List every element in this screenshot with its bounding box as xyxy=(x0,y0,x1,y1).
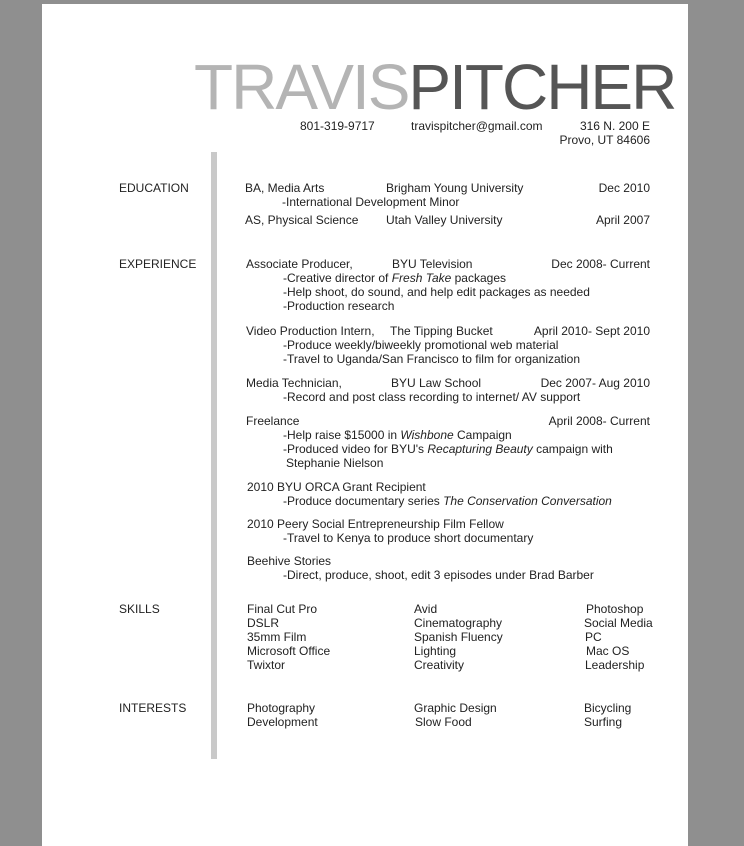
job-bullet: -Produce weekly/biweekly promotional web material xyxy=(283,338,559,352)
address-line1: 316 N. 200 E xyxy=(579,119,650,133)
job-bullet: -Travel to Uganda/San Francisco to film for organization xyxy=(283,352,581,366)
job-org: The Tipping Bucket xyxy=(390,324,493,338)
interests-heading: INTERESTS xyxy=(119,701,187,715)
job-role: Video Production Intern, xyxy=(246,324,375,338)
skill-item: Final Cut Pro xyxy=(247,602,318,616)
job-bullet: -Production research xyxy=(283,299,395,313)
skill-item: DSLR xyxy=(247,616,280,630)
resume-page xyxy=(42,4,688,846)
job-bullet: -Travel to Kenya to produce short documentary xyxy=(283,531,534,545)
job-org: BYU Law School xyxy=(391,376,482,390)
skill-item: Avid xyxy=(414,602,438,616)
edu-degree: BA, Media Arts xyxy=(245,181,325,195)
first-name: TRAVIS xyxy=(194,51,409,123)
job-bullet: Stephanie Nielson xyxy=(286,456,384,470)
edu-school: Brigham Young University xyxy=(386,181,524,195)
interest-item: Photography xyxy=(247,701,316,715)
skill-item: Microsoft Office xyxy=(247,644,331,658)
job-bullet: -Help shoot, do sound, and help edit packages as needed xyxy=(283,285,590,299)
skill-item: Creativity xyxy=(414,658,465,672)
job-bullet: -Record and post class recording to internet/ AV support xyxy=(283,390,581,404)
job-bullet: -Produce documentary series The Conservation Conversation xyxy=(283,494,612,508)
skill-item: Lighting xyxy=(414,644,457,658)
edu-date: April 2007 xyxy=(595,213,650,227)
job-bullet: -Direct, produce, shoot, edit 3 episodes under Brad Barber xyxy=(283,568,594,582)
job-org: BYU Television xyxy=(392,257,473,271)
skill-item: Leadership xyxy=(585,658,645,672)
job-date: Dec 2007- Aug 2010 xyxy=(540,376,650,390)
job-role: Beehive Stories xyxy=(247,554,332,568)
job-role: Media Technician, xyxy=(246,376,342,390)
address-line2: Provo, UT 84606 xyxy=(559,133,650,147)
job-date: Dec 2008- Current xyxy=(551,257,650,271)
job-role: 2010 Peery Social Entrepreneurship Film Fellow xyxy=(247,517,504,531)
skill-item: Social Media xyxy=(584,616,653,630)
vertical-divider xyxy=(211,152,217,759)
interest-item: Surfing xyxy=(584,715,623,729)
education-heading: EDUCATION xyxy=(119,181,189,195)
experience-heading: EXPERIENCE xyxy=(119,257,197,271)
skill-item: Cinematography xyxy=(414,616,503,630)
job-bullet: -Help raise $15000 in Wishbone Campaign xyxy=(283,428,512,442)
edu-date: Dec 2010 xyxy=(598,181,650,195)
skill-item: 35mm Film xyxy=(247,630,307,644)
skill-item: Mac OS xyxy=(586,644,630,658)
interest-item: Slow Food xyxy=(415,715,472,729)
interest-item: Development xyxy=(247,715,318,729)
skills-heading: SKILLS xyxy=(119,602,160,616)
skill-item: Photoshop xyxy=(586,602,644,616)
candidate-name xyxy=(194,52,675,122)
interest-item: Graphic Design xyxy=(414,701,497,715)
email: travispitcher@gmail.com xyxy=(411,119,543,133)
job-role: Freelance xyxy=(246,414,300,428)
job-date: April 2008- Current xyxy=(548,414,650,428)
job-bullet: -Produced video for BYU's Recapturing Beauty campaign with xyxy=(283,442,613,456)
interest-item: Bicycling xyxy=(584,701,632,715)
job-role: 2010 BYU ORCA Grant Recipient xyxy=(247,480,426,494)
job-bullet: -Creative director of Fresh Take packages xyxy=(283,271,506,285)
edu-school: Utah Valley University xyxy=(386,213,503,227)
skill-item: Spanish Fluency xyxy=(414,630,503,644)
job-date: April 2010- Sept 2010 xyxy=(533,324,650,338)
skill-item: Twixtor xyxy=(247,658,286,672)
edu-note: -International Development Minor xyxy=(282,195,460,209)
phone: 801-319-9717 xyxy=(300,119,375,133)
skill-item: PC xyxy=(585,630,602,644)
job-role: Associate Producer, xyxy=(246,257,353,271)
edu-degree: AS, Physical Science xyxy=(245,213,359,227)
last-name: PITCHER xyxy=(408,51,676,123)
